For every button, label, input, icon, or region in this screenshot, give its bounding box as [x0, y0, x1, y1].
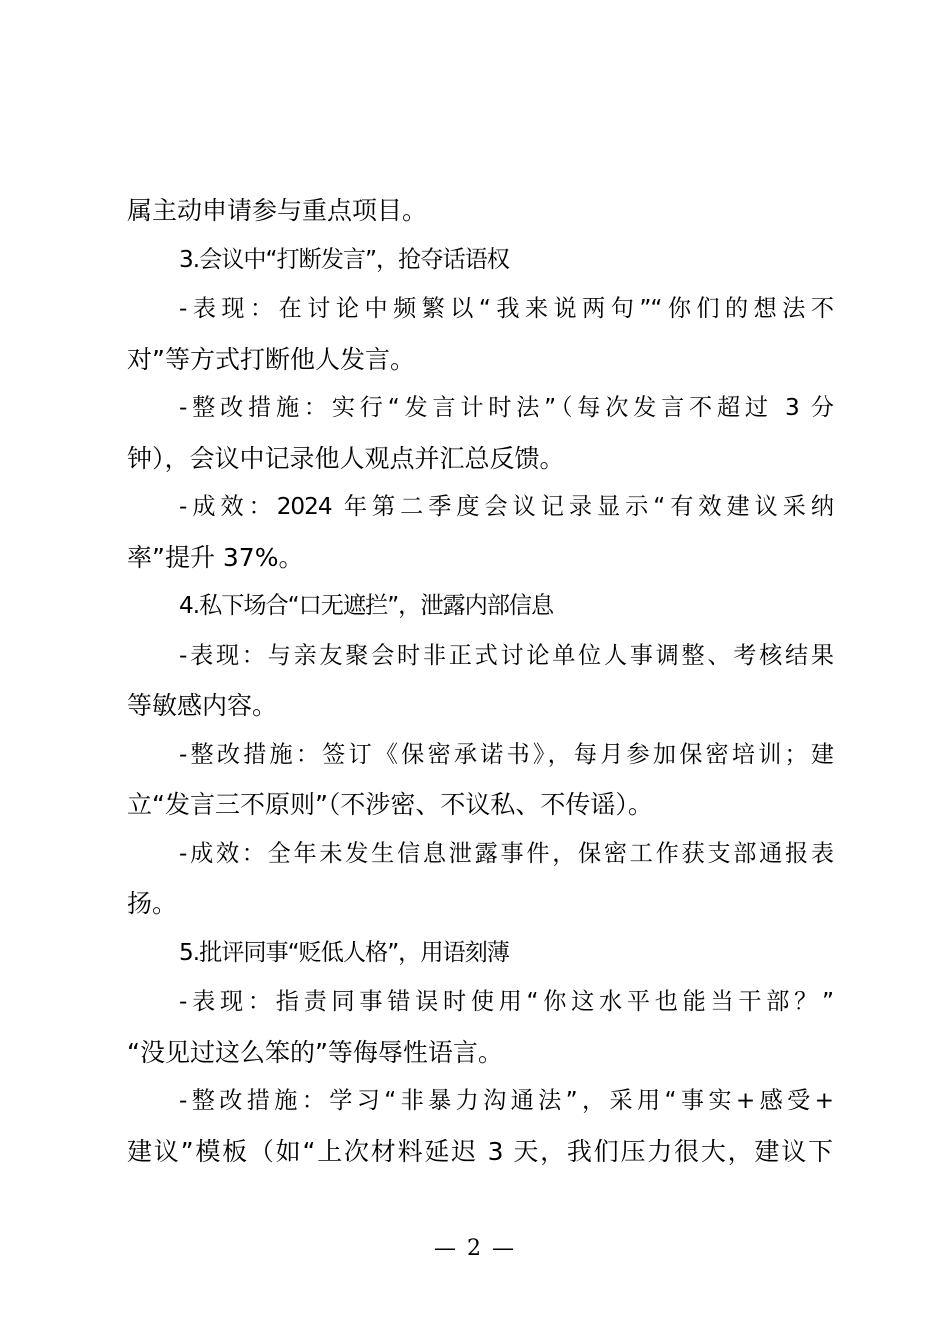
text-line: 等敏感内容。 [127, 691, 278, 720]
text-line: 3.会议中“打断发言”，抢夺话语权 [179, 246, 509, 273]
text-line: -成效：全年未发生信息泄露事件，保密工作获支部通报表 [179, 840, 833, 867]
text-line: 4.私下场合“口无遮拦”，泄露内部信息 [179, 593, 554, 619]
text-line: 属主动申请参与重点项目。 [127, 196, 428, 225]
page-number: — 2 — [434, 1236, 516, 1261]
text-line: -表现：与亲友聚会时非正式讨论单位人事调整、考核结果 [179, 642, 833, 669]
text-line: “没见过这么笨的”等侮辱性语言。 [127, 1037, 503, 1067]
text-line: -整改措施：实行“发言计时法”（每次发言不超过 3 分 [179, 395, 833, 421]
text-line: 5.批评同事“贬低人格”，用语刻薄 [179, 939, 509, 966]
text-line: 建议”模板（如“上次材料延迟 3 天，我们压力很大，建议下 [127, 1136, 833, 1166]
text-line: 对”等方式打断他人发言。 [127, 344, 415, 374]
text-line: -整改措施：学习“非暴力沟通法”，采用“事实+感受+ [179, 1088, 833, 1114]
body-text [127, 186, 833, 1176]
text-line: 扬。 [127, 889, 178, 918]
text-line: -成效：2024 年第二季度会议记录显示“有效建议采纳 [179, 494, 833, 520]
text-line: 立“发言三不原则”（不涉密、不议私、不传谣）。 [127, 790, 653, 819]
text-line: -整改措施：签订《保密承诺书》，每月参加保密培训；建 [179, 741, 833, 768]
text-line: -表现：在讨论中频繁以“我来说两句”“你们的想法不 [179, 296, 833, 322]
text-line: 率”提升 37%。 [127, 542, 304, 572]
text-line: -表现：指责同事错误时使用“你这水平也能当干部？” [179, 989, 833, 1015]
text-line: 钟），会议中记录他人观点并汇总反馈。 [127, 443, 565, 473]
